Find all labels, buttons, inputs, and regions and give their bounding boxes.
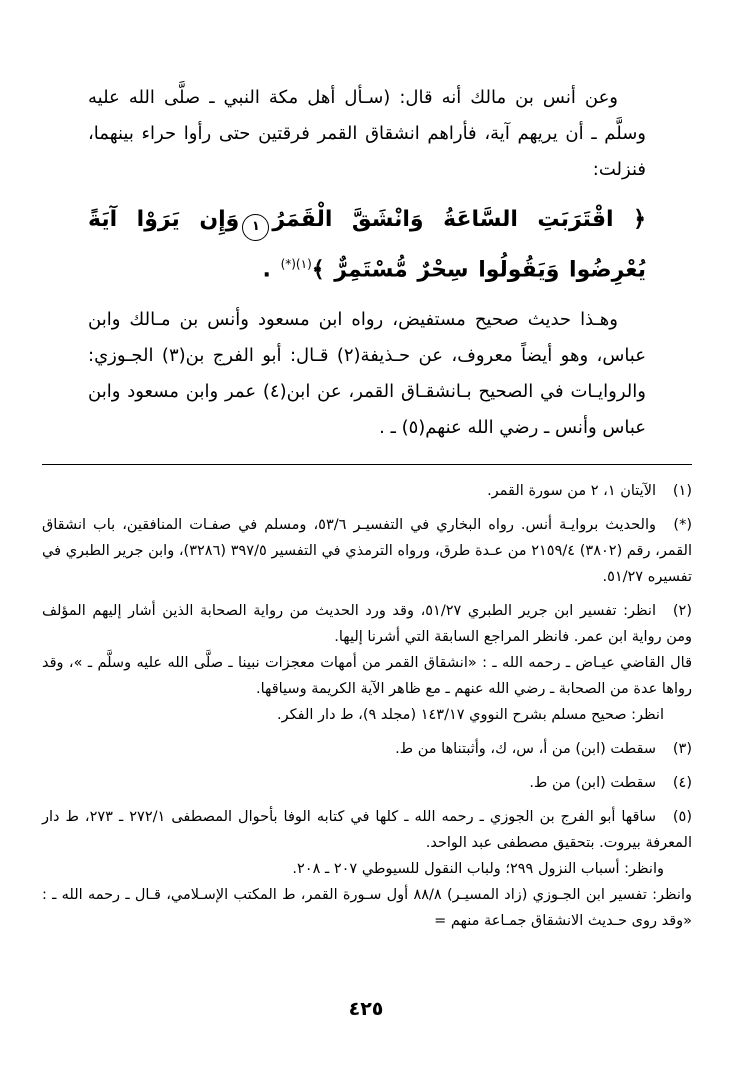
footnote-1 — [42, 478, 692, 504]
verse-period: . — [262, 257, 281, 283]
footnote-2-text-c: انظر: صحيح مسلم بشرح النووي ١٤٣/١٧ (مجلد ٩)، ط دار الفكر. — [277, 707, 664, 723]
main-text — [88, 80, 646, 446]
footnote-separator-rule — [42, 464, 692, 465]
ayah-number-circle: ١ — [242, 214, 269, 241]
verse-footnote-refs: (١)(*) — [280, 257, 312, 271]
footnote-5-text-b: وانظر: أسباب النزول ٢٩٩؛ ولباب النقول للسيوطي ٢٠٧ ـ ٢٠٨. — [292, 861, 664, 877]
footnote-4-marker: (٤) — [672, 775, 692, 791]
footnote-5 — [42, 804, 692, 934]
footnotes-section — [42, 462, 692, 942]
page-number: ٤٢٥ — [348, 998, 384, 1020]
paragraph-commentary: وهـذا حديث صحيح مستفيض، رواه ابن مسعود وأنس بن مـالك وابن عباس، وهو أيضاً معروف، عن حـذيفة(٢) قـال: أبو الفرج بن(٣) الجـوزي: والروايـات في الصحيح بـانشقـاق القمر، عن ابن(٤) عمر وابن مسعود وابن عباس وأنس ـ رضي الله عنهم(٥) ـ . — [88, 309, 646, 439]
footnote-1-marker: (١) — [672, 483, 692, 499]
footnote-2-text-b: قال القاضي عيـاض ـ رحمه الله ـ : «انشقاق القمر من أمهات معجزات نبينا ـ صلَّى الله عليه وسلَّم ـ »، وقد رواها عدة من الصحابة ـ رضي الله عنهم ـ مع ظاهر الآية الكريمة وسياقها. — [42, 655, 692, 697]
footnote-asterisk-marker: (*) — [673, 517, 692, 533]
footnote-5-marker: (٥) — [672, 809, 692, 825]
footnote-5-text-a: ساقها أبو الفرج بن الجوزي ـ رحمه الله ـ كلها في كتابه الوفا بأحوال المصطفى ٢٧٢/١ ـ ٢٧٣، ط دار المعرفة بيروت. بتحقيق مصطفى عبد الواحد. — [42, 809, 692, 851]
footnote-5-text-c: وانظر: تفسير ابن الجـوزي (زاد المسيـر) ٨٨/٨ أول سـورة القمر، ط المكتب الإسـلامي، قـال ـ رحمه الله ـ : «وقد روى حـديث الانشقاق جمـاعة منهم = — [42, 887, 692, 929]
footnote-3-text: سقطت (ابن) من أ، س، ك، وأثبتناها من ط. — [395, 741, 656, 757]
footnote-2-text-a: انظر: تفسير ابن جرير الطبري ٥١/٢٧، وقد ورد الحديث من رواية الصحابة الذين أشار إليهم المؤلف ومن رواية ابن عمر. فانظر المراجع السابقة التي أشرنا إليها. — [42, 603, 692, 645]
footnote-asterisk-text: والحديث بروايـة أنس. رواه البخاري في التفسيـر ٥٣/٦، ومسلم في صفـات المنافقين، باب انشقاق القمر، رقم (٣٨٠٢) ٢١٥٩/٤ من عـدة طرق، ورواه الترمذي في التفسير ٣٩٧/٥ (٣٢٨٦)، وابن جرير الطبري في تفسيره ٥١/٢٧. — [42, 517, 692, 585]
footnote-3 — [42, 736, 692, 762]
paragraph-hadith-anas: وعن أنس بن مالك أنه قال: (سـأل أهل مكة النبي ـ صلَّى الله عليه وسلَّم ـ أن يريهم آية، فأراهم انشقاق القمر فرقتين حتى رأوا حراء بينهما، فنزلت: — [88, 87, 646, 180]
footnote-2 — [42, 598, 692, 728]
verse-part2: وَإِن يَرَوْا آيَةً يُعْرِضُوا وَيَقُولُوا سِحْرٌ مُّسْتَمِرٌّ ﴾ — [88, 207, 646, 283]
footnote-asterisk — [42, 512, 692, 590]
verse-part1: ﴿ اقْتَرَبَتِ السَّاعَةُ وَانْشَقَّ الْقَمَرُ — [272, 207, 646, 232]
footnote-4 — [42, 770, 692, 796]
footnote-4-text: سقطت (ابن) من ط. — [529, 775, 656, 791]
footnote-3-marker: (٣) — [672, 741, 692, 757]
quran-verse — [88, 198, 646, 292]
footnote-2-marker: (٢) — [672, 603, 693, 619]
footnote-1-text: الآيتان ١، ٢ من سورة القمر. — [487, 483, 656, 499]
